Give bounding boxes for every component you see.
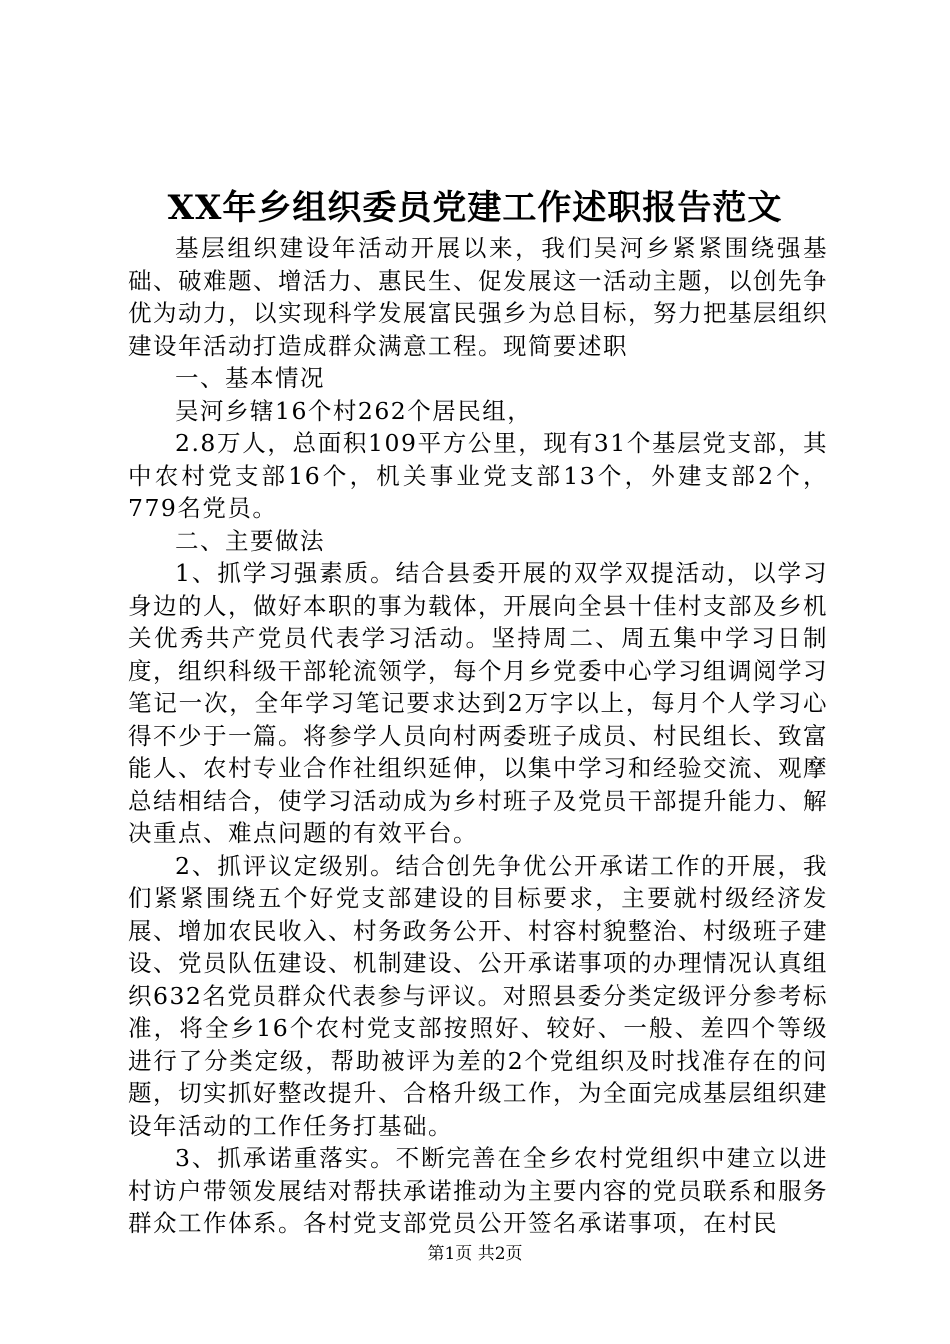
document-body <box>128 232 828 1240</box>
document-title: XX年乡组织委员党建工作述职报告范文 <box>167 188 783 228</box>
paragraph-intro: 基层组织建设年活动开展以来，我们吴河乡紧紧围绕强基础、破难题、增活力、惠民生、促发展这一活动主题，以创先争优为动力，以实现科学发展富民强乡为总目标，努力把基层组织建设年活动打造成群众满意工程。现简要述职 <box>128 234 828 360</box>
paragraph-method-3: 3、抓承诺重落实。不断完善在全乡农村党组织中建立以进村访户带领发展结对帮扶承诺推动为主要内容的党员联系和服务群众工作体系。各村党支部党员公开签名承诺事项，在村民 <box>128 1144 828 1237</box>
section-heading-methods: 二、主要做法 <box>175 526 325 555</box>
paragraph-method-1: 1、抓学习强素质。结合县委开展的双学双提活动，以学习身边的人，做好本职的事为载体，开展向全县十佳村支部及乡机关优秀共产党员代表学习活动。坚持周二、周五集中学习日制度，组织科级干部轮流领学，每个月乡党委中心学习组调阅学习笔记一次，全年学习笔记要求达到2万字以上，每月个人学习心得不少于一篇。将参学人员向村两委班子成员、村民组长、致富能人、农村专业合作社组织延伸，以集中学习和经验交流、观摩总结相结合，使学习活动成为乡村班子及党员干部提升能力、解决重点、难点问题的有效平台。 <box>128 559 828 847</box>
section-heading-basic: 一、基本情况 <box>175 364 325 392</box>
paragraph-method-2: 2、抓评议定级别。结合创先争优公开承诺工作的开展，我们紧紧围绕五个好党支部建设的目标要求，主要就村级经济发展、增加农民收入、村务政务公开、村容村貌整治、村级班子建设、党员队伍建设、机制建设、公开承诺事项的办理情况认真组织632名党员群众代表参与评议。对照县委分类定级评分参考标准，将全乡16个农村党支部按照好、较好、一般、差四个等级进行了分类定级，帮助被评为差的2个党组织及时找准存在的问题，切实抓好整改提升、合格升级工作，为全面完成基层组织建设年活动的工作任务打基础。 <box>128 851 828 1140</box>
paragraph-population: 2.8万人，总面积109平方公里，现有31个基层党支部，其中农村党支部16个，机关事业党支部13个，外建支部2个，779名党员。 <box>128 429 828 522</box>
paragraph-villages: 吴河乡辖16个村262个居民组， <box>175 396 533 425</box>
page-footer: 第1页 共2页 <box>427 1244 523 1264</box>
